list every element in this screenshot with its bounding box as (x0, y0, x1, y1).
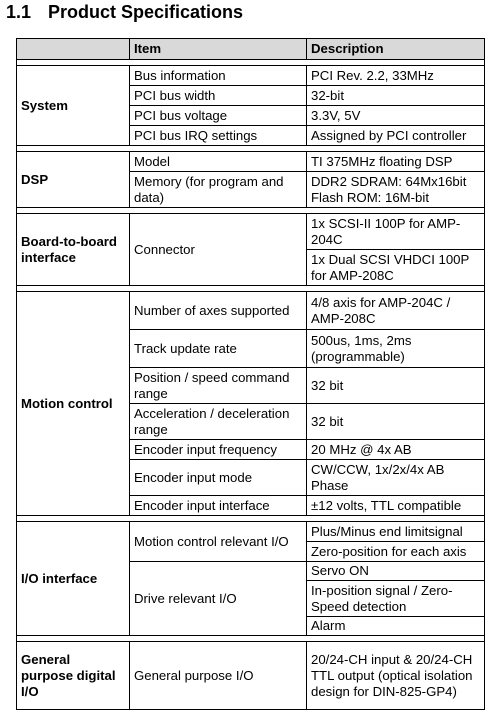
header-row (17, 39, 485, 60)
description-cell: TI 375MHz floating DSP (307, 152, 485, 172)
item-cell: Connector (130, 214, 307, 286)
item-cell: Encoder input frequency (130, 440, 307, 460)
description-cell: Zero-position for each axis (307, 542, 485, 562)
item-cell: Memory (for program and data) (130, 172, 307, 208)
item-cell: Encoder input interface (130, 496, 307, 516)
category-general-purpose-io: General purpose digital I/O (17, 642, 130, 710)
table-row (17, 152, 485, 172)
spec-table (16, 38, 485, 710)
item-cell: Number of axes supported (130, 292, 307, 330)
description-cell: 1x Dual SCSI VHDCI 100P for AMP-208C (307, 250, 485, 286)
header-item: Item (130, 39, 307, 60)
description-cell: 20/24-CH input & 20/24-CH TTL output (optical isolation design for DIN-825-GP4) (307, 642, 485, 710)
item-cell: Model (130, 152, 307, 172)
description-cell: Plus/Minus end limitsignal (307, 522, 485, 542)
table-row (17, 214, 485, 250)
description-cell: 1x SCSI-II 100P for AMP-204C (307, 214, 485, 250)
item-cell: Encoder input mode (130, 460, 307, 496)
header-description: Description (307, 39, 485, 60)
section-number: 1.1 (6, 2, 32, 22)
description-cell: Servo ON (307, 562, 485, 581)
category-dsp: DSP (17, 152, 130, 208)
item-cell: PCI bus voltage (130, 106, 307, 126)
description-cell: 32 bit (307, 404, 485, 440)
header-category (17, 39, 130, 60)
description-cell: 4/8 axis for AMP-204C / AMP-208C (307, 292, 485, 330)
item-cell: PCI bus IRQ settings (130, 126, 307, 146)
item-cell: Bus information (130, 66, 307, 86)
item-cell: Acceleration / deceleration range (130, 404, 307, 440)
category-board-to-board: Board-to-board interface (17, 214, 130, 286)
item-cell: General purpose I/O (130, 642, 307, 710)
table-row (17, 66, 485, 86)
description-cell: Alarm (307, 617, 485, 636)
description-cell: 20 MHz @ 4x AB (307, 440, 485, 460)
description-cell: 32-bit (307, 86, 485, 106)
description-cell: 500us, 1ms, 2ms (programmable) (307, 330, 485, 368)
item-cell: Drive relevant I/O (130, 562, 307, 636)
description-cell: 32 bit (307, 368, 485, 404)
description-cell: PCI Rev. 2.2, 33MHz (307, 66, 485, 86)
table-row (17, 292, 485, 330)
description-cell: In-position signal / Zero-Speed detection (307, 581, 485, 617)
section-title: Product Specifications (48, 2, 244, 22)
item-cell: PCI bus width (130, 86, 307, 106)
category-io-interface: I/O interface (17, 522, 130, 636)
section-heading (6, 0, 243, 24)
category-system: System (17, 66, 130, 146)
description-cell: ±12 volts, TTL compatible (307, 496, 485, 516)
description-cell: CW/CCW, 1x/2x/4x AB Phase (307, 460, 485, 496)
description-cell: Assigned by PCI controller (307, 126, 485, 146)
item-cell: Position / speed command range (130, 368, 307, 404)
item-cell: Track update rate (130, 330, 307, 368)
description-cell: DDR2 SDRAM: 64Mx16bit Flash ROM: 16M-bit (307, 172, 485, 208)
item-cell: Motion control relevant I/O (130, 522, 307, 562)
table-row (17, 522, 485, 542)
table-row (17, 642, 485, 710)
description-cell: 3.3V, 5V (307, 106, 485, 126)
category-motion-control: Motion control (17, 292, 130, 516)
